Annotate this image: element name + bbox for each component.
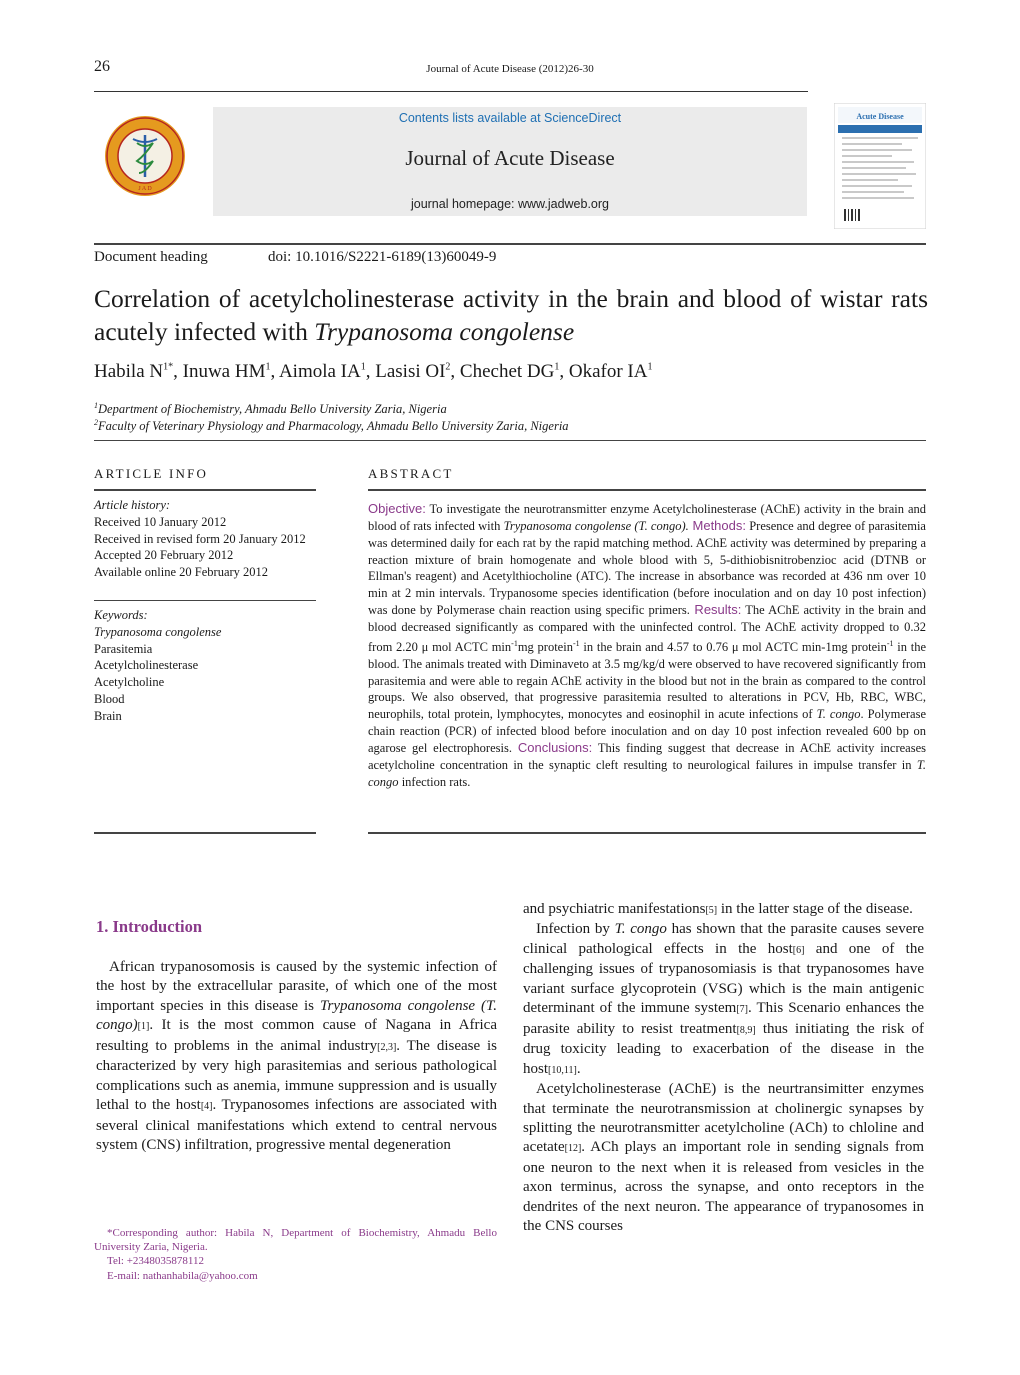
article-info-rule — [94, 489, 316, 491]
affiliation-text: Department of Biochemistry, Ahmadu Bello University Zaria, Nigeria — [98, 402, 447, 417]
affiliation-number: 1 — [94, 401, 98, 410]
header-rule — [94, 91, 808, 92]
journal-logo — [104, 115, 186, 197]
author: Okafor IA — [568, 361, 648, 382]
conclusions-label: Conclusions: — [517, 739, 593, 755]
author: Inuwa HM — [182, 361, 266, 382]
article-info-bottom-rule — [94, 832, 316, 834]
keywords-rule — [94, 600, 316, 601]
conclusions-species: T. congo — [368, 757, 926, 789]
journal-cover-thumbnail — [834, 103, 926, 229]
paragraph — [96, 958, 497, 1156]
article-title — [94, 282, 928, 348]
journal-homepage[interactable]: journal homepage: www.jadweb.org — [410, 197, 610, 211]
paragraph — [523, 900, 924, 920]
history-item: Available online 20 February 2012 — [94, 565, 269, 580]
citation[interactable]: [6] — [792, 944, 805, 956]
article-title-species: Trypanosoma congolense — [314, 317, 575, 346]
paragraph — [523, 1080, 924, 1237]
article-info-heading: ARTICLE INFO — [94, 466, 209, 481]
keyword: Blood — [94, 691, 125, 706]
results-text: in the blood. The animals treated with Diminaveto at 3.5 mg/kg/d were observed to have recovered significantly from parasitemia and were able to regain AChE activity in the blood but not in the brain as compared to the control groups. We also observed, that progressive parasitemia resulted to alterations in PCV, Hb, RBC, WBC, neurophils, total protein, lymphocytes, monocytes and eosinophil in acute infections of — [368, 639, 927, 722]
body-column-right — [523, 900, 924, 1237]
objective-species: Trypanosoma congolense (T. congo). — [503, 518, 689, 533]
corresponding-phone: Tel: +2348035878112 — [107, 1255, 204, 1268]
author-affiliation-mark: 1 — [554, 361, 560, 373]
article-history — [94, 497, 316, 581]
keywords-label: Keywords: — [94, 608, 148, 622]
keyword: Acetylcholinesterase — [94, 658, 199, 673]
doi[interactable]: doi: 10.1016/S2221-6189(13)60049-9 — [268, 249, 497, 265]
author-separator: , — [173, 361, 183, 382]
species-name: Trypanosoma congolense (T. congo) — [96, 997, 497, 1034]
corresponding-author: *Corresponding author: Habila N, Department of Biochemistry, Ahmadu Bello University Zaria, Nigeria. — [94, 1227, 497, 1254]
author: Aimola IA — [278, 361, 361, 382]
sciencedirect-link[interactable]: Contents lists available at ScienceDirect — [398, 111, 622, 125]
history-item: Received in revised form 20 January 2012 — [94, 531, 306, 546]
paragraph-text: . This Scenario enhances the parasite ability to resist treatment — [523, 1000, 924, 1037]
species-name: T. congo — [614, 921, 667, 938]
keywords — [94, 607, 316, 725]
objective-text: To investigate the neurotransmitter enzyme Acetylcholinesterase (AChE) activity in the brain and blood of rats infected with — [368, 502, 926, 533]
affiliation — [94, 401, 447, 417]
history-item: Accepted 20 February 2012 — [94, 548, 234, 563]
author-list — [94, 361, 926, 383]
history-label: Article history: — [94, 498, 171, 512]
author-separator: , — [270, 361, 279, 382]
paragraph-text: and one of the challenging issues of trypanosomiasis is that trypanosomes have variant surface glycoprotein (VSG) which is the main antigenic determinant of the immune system — [523, 940, 924, 1017]
author: Lasisi OI — [375, 361, 446, 382]
title-rule — [94, 243, 926, 245]
results-species: T. congo — [816, 707, 861, 722]
paragraph-text: in the latter stage of the disease. — [717, 901, 913, 917]
author-separator: , — [559, 361, 569, 382]
citation[interactable]: [10,11] — [548, 1064, 577, 1076]
citation[interactable]: [1] — [137, 1021, 150, 1033]
keyword: Acetylcholine — [94, 675, 165, 690]
body-column-left — [96, 958, 497, 1156]
affiliation — [94, 418, 569, 434]
results-text: . Polymerase chain reaction (PCR) of infected blood before inoculation and on day 10 post infection revealed 600 bp on agarose gel electrophoresis. — [368, 707, 926, 755]
affiliation-rule — [94, 440, 926, 441]
objective-label: Objective: — [368, 501, 426, 516]
paragraph-text: . The disease is characterized by very high parasitemias and serious pathological complications such as anemia, immune suppression and is usually lethal to the host — [96, 1037, 497, 1114]
abstract-heading: ABSTRACT — [368, 466, 454, 481]
introduction-heading: 1. Introduction — [96, 917, 203, 936]
paragraph-text: has shown that the parasite causes severe clinical pathological effects in the host — [523, 921, 925, 957]
citation[interactable]: [12] — [564, 1143, 582, 1155]
author-affiliation-mark: 1 — [360, 361, 366, 373]
affiliation-text: Faculty of Veterinary Physiology and Pharmacology, Ahmadu Bello University Zaria, Nigeria — [98, 419, 569, 434]
results-superscript: -1 — [886, 638, 894, 648]
paragraph-text: . It is the most common cause of Nagana in Africa resulting to problems in the animal industry — [96, 1017, 497, 1054]
conclusions-text: This finding suggest that decrease in AChE activity increases acetylcholine concentration in the synaptic cleft resulting to neurological failures in impulse transfer in — [368, 740, 927, 772]
results-superscript: -1 — [572, 638, 580, 648]
affiliation-number: 2 — [94, 418, 98, 427]
paragraph-text: Acetylcholinesterase (AChE) is the neurtransimitter enzymes that terminate the neurotransmission at cholinergic synapses by splitting the neurotransmitter acetylcholine (ACh) to chloline and acetate — [523, 1081, 924, 1156]
abstract-rule — [368, 489, 926, 491]
svg-text:J A D: J A D — [138, 186, 152, 192]
citation[interactable]: [5] — [705, 905, 718, 916]
keyword: Trypanosoma congolense — [94, 624, 222, 639]
running-head: Journal of Acute Disease (2012)26-30 — [426, 63, 594, 75]
author-affiliation-mark: 1 — [647, 361, 653, 373]
author-affiliation-mark: 1* — [163, 361, 174, 373]
paragraph-text: and psychiatric manifestations — [523, 901, 706, 917]
keyword: Brain — [94, 708, 122, 723]
document-heading: Document heading — [94, 249, 208, 265]
author-separator: , — [450, 361, 460, 382]
author-affiliation-mark: 1 — [265, 361, 271, 373]
paragraph-text: African trypanosomosis is caused by the systemic infection of the host by the extracellular parasite, of which one of the most important species in this disease is — [96, 959, 497, 1014]
results-text: The AChE activity in the brain and blood decreased significantly as compared with the uninfected control. The AChE activity dropped to 0.32 from 2.20 μ mol ACTC min — [368, 603, 927, 654]
keyword: Parasitemia — [94, 641, 153, 656]
citation[interactable]: [4] — [200, 1101, 213, 1113]
conclusions-text: infection rats. — [398, 774, 471, 789]
paragraph-text: . ACh plays an important role in sending signals from one neuron to the next when it is released from vesicles in the axon terminus, across the synapse, and onto receptors in the dendrites of the next neuron. The appearance of trypanosomes in the CNS courses — [523, 1139, 924, 1235]
paragraph-text: Infection by — [536, 921, 615, 938]
methods-label: Methods: — [688, 517, 746, 533]
journal-seal-icon — [104, 115, 186, 197]
author-affiliation-mark: 2 — [445, 361, 451, 373]
history-item: Received 10 January 2012 — [94, 514, 227, 529]
citation[interactable]: [7] — [736, 1004, 749, 1016]
citation[interactable]: [8,9] — [736, 1024, 756, 1036]
results-text: mg protein — [517, 639, 573, 654]
svg-text:Acute Disease: Acute Disease — [856, 112, 904, 121]
citation[interactable]: [2,3] — [377, 1041, 397, 1053]
corresponding-author-footnote — [94, 1226, 497, 1283]
article-title-main: Correlation of acetylcholinesterase activity in the brain and blood of wistar rats acutely infected with — [94, 284, 928, 346]
abstract-body — [368, 501, 926, 791]
abstract-bottom-rule — [368, 832, 926, 834]
paragraph-text: . — [576, 1060, 581, 1077]
author-separator: , — [365, 361, 376, 382]
paragraph-text: . Trypanosomes infections are associated with several clinical manifestations which extend to central nervous system (CNS) infiltration, progressive mental degeneration — [96, 1097, 497, 1154]
results-superscript: -1 — [511, 638, 518, 648]
cover-image-icon — [834, 103, 926, 229]
results-text: in the brain and 4.57 to 0.76 μ mol ACTC min-1mg protein — [579, 639, 887, 654]
journal-title: Journal of Acute Disease — [405, 146, 615, 170]
paragraph-text: thus initiating the risk of drug toxicity leading to exacerbation of the disease in the host — [523, 1020, 924, 1077]
paragraph — [523, 920, 924, 1080]
results-label: Results: — [689, 602, 742, 618]
author: Chechet DG — [459, 361, 555, 382]
page-number: 26 — [94, 58, 110, 75]
author: Habila N — [94, 361, 164, 382]
corresponding-email[interactable]: E-mail: nathanhabila@yahoo.com — [107, 1269, 258, 1282]
methods-text: Presence and degree of parasitemia was determined daily for each rat by the rapid matching method. AChE activity was determined by preparing a reaction mixture of brain homogenate and whole blood with 5, 5-dithiobisnitrobenzioc acid (DTNB or Ellman's reagent) and Acetylthiocholine (ATC). The increase in absorbance was recorded at 436 nm over 10 min at 2 min intervals. Trypanosome species identification (before inoculation and on day 10 post infection) was done by Polymerase chain reaction using specific primers. — [368, 518, 926, 618]
